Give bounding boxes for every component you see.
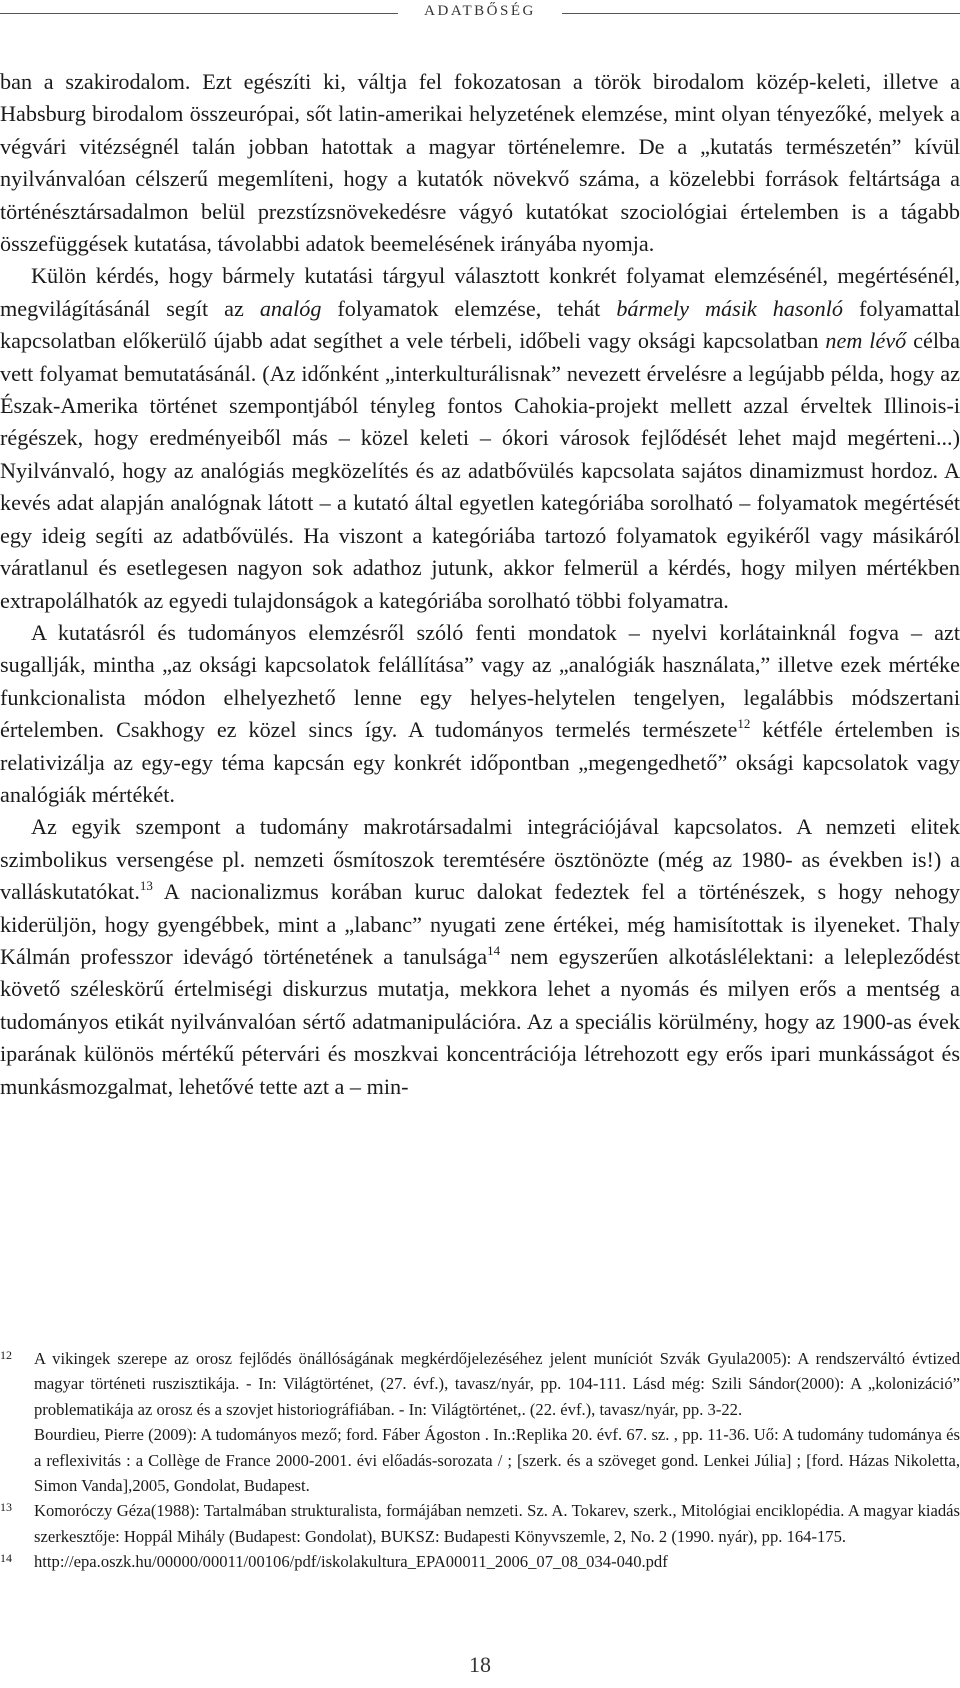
header-rule-left (0, 13, 398, 14)
footnote-text: Komoróczy Géza(1988): Tartalmában strukturalista, formájában nemzeti. Sz. A. Tokarev, szerk., Mitológiai enciklopédia. A magyar kiadás szerkesztője: Hoppál Mihály (Budapest: Gondolat), BUKSZ: Budapesti Könyvszemle, 2, No. 2 (1990. nyár), pp. 164-175. (34, 1501, 960, 1546)
paragraph-4 (0, 811, 960, 1103)
paragraph-2-text-b: folyamatok elemzése, tehát (321, 295, 617, 321)
header-rule-right (562, 13, 960, 14)
paragraph-2-text-a: Külön kérdés, hogy bármely kutatási tárgyul választott konkrét folyamat elemzésénél, megértésénél, megvilágításánál segít az (0, 263, 960, 321)
paragraph-3-text-b: kétféle értelemben is relativizálja az egy-egy téma kapcsán egy konkrét időpontban „megengedhető” oksági kapcsolatok vagy analógiák mértékét. (0, 717, 960, 807)
paragraph-4-text-b: A nacionalizmus korában kuruc dalokat fedeztek fel a történészek, s hogy nehogy kiderüljön, hogy gyengébbek, mint a „labanc” nyugati zene értékei, még hamisítottak is ilyeneket. Thaly Kálmán professzor idevágó történetének a tanulsága (0, 879, 960, 969)
footnote-ref-14[interactable]: 14 (487, 942, 501, 958)
footnote-ref-13[interactable]: 13 (139, 878, 153, 894)
footnote-link[interactable]: http://epa.oszk.hu/00000/00011/00106/pdf/iskolakultura_EPA00011_2006_07_08_034-040.pdf (34, 1552, 668, 1572)
paragraph-2-text-c: folyamattal kapcsolatban előkerülő újabb adat segíthet a vele térbeli, időbeli vagy oksági kapcsolatban (0, 295, 960, 354)
paragraph-2-emphasis-1: analóg (259, 295, 322, 321)
footnote-number: 14 (0, 1551, 12, 1566)
header-title: ADATBŐSÉG (424, 3, 536, 19)
footnotes (0, 1346, 960, 1575)
footnote-12 (0, 1346, 960, 1498)
paragraph-1-text: ban a szakirodalom. Ezt egészíti ki, váltja fel fokozatosan a török birodalom közép-keleti, illetve a Habsburg birodalom összeurópai, sőt latin-amerikai helyzetének elemzése, mint olyan tényezőké, melyek a végvári vitézségnél talán jobban hatottak a magyar történelemre. De a „kutatás természetén” kívül nyilvánvalóan célszerű megemlíteni, hogy a kutatók növekvő száma, a közelebbi források feltártsága a történésztársadalmon belül prezstízsnövekedésre vágyó kutatókat szociológiai értelemben is a tágabb összefüggések kutatása, távolabbi adatok beemelésének irányába nyomja. (0, 69, 960, 257)
running-header (0, 0, 960, 28)
footnote-text: A vikingek szerepe az orosz fejlődés önállóságának megkérdőjelezéséhez jelent muníciót Szvák Gyula2005): A rendszerváltó évtized magyar történeti ruszisztikája. - In: Világtörténet, (27. évf.), tavasz/nyár, pp. 104-111. Lásd még: Szili Sándor(2000): A „kolonizáció” problematikája az orosz és a szovjet historiográfiában. - In: Világtörténet,. (22. évf.), tavasz/nyár, pp. 3-22. (34, 1349, 960, 1419)
footnote-14 (0, 1549, 960, 1574)
paragraph-3-text-a: A kutatásról és tudományos elemzésről szóló fenti mondatok – nyelvi korlátainknál fogva – azt sugallják, mintha „az oksági kapcsolatok felállítása” vagy az „analógiák használata,” illetve ezek mértéke funkcionalista módon elhelyezhető lenne egy helyes-helytelen tengelyen, legalábbis módszertani értelemben. Csakhogy ez közel sincs így. A tudományos termelés természete (0, 619, 960, 743)
page-number: 18 (469, 1652, 491, 1677)
footnote-13 (0, 1498, 960, 1549)
paragraph-2-emphasis-2: bármely másik hasonló (616, 295, 843, 321)
main-text (0, 66, 960, 1103)
paragraph-2 (0, 260, 960, 616)
paragraph-4-text-c: nem egyszerűen alkotáslélektani: a lelepleződést követő széleskörű értelmiségi diskurzus mutatja, mekkora lehet a nyomás és milyen erős a mentség a tudományos etikát nyilvánvalóan sértő adatmanipulációra. Az a speciális körülmény, hogy az 1900-as évek iparának különös mértékű pétervári és moszkvai koncentrációja létrehozott egy erős ipari munkásságot és munkásmozgalmat, lehetővé tette azt a – min- (0, 943, 960, 1099)
paragraph-2-text-d: célba vett folyamat bemutatásánál. (Az időnként „interkulturálisnak” nevezett érvelésre a legújabb példa, hogy az Észak-Amerika történet szempontjából tényleg fontos Cahokia-projekt mellett azzal érveltek Illinois-i régészek, hogy eredményeiből más – közel keleti – ókori városok fejlődését lehet majd megérteni...) Nyilvánvaló, hogy az analógiás megközelítés és az adatbővülés kapcsolata sajátos dinamizmust hordoz. A kevés adat alapján analógnak látott – a kutató által egyetlen kategóriába sorolható – folyamatok megértését egy ideig segíti az adatbővülés. Ha viszont a kategóriába tartozó folyamatok egyikéről vagy másikáról váratlanul és esetlegesen nagyon sok adathoz jutunk, akkor felmerül a kérdés, hogy milyen mértékben extrapolálhatók az egyedi tulajdonságok a kategóriába sorolható többi folyamatra. (0, 328, 960, 613)
footnote-number: 13 (0, 1500, 12, 1515)
paragraph-4-text-a: Az egyik szempont a tudomány makrotársadalmi integrációjával kapcsolatos. A nemzeti elitek szimbolikus versengése pl. nemzeti ősmítoszok teremtésére ösztönözte (még az 1980- as években is!) a valláskutatókat. (0, 814, 960, 905)
paragraph-3 (0, 617, 960, 811)
paragraph-1 (0, 66, 960, 260)
footnote-text: Bourdieu, Pierre (2009): A tudományos mező; ford. Fáber Ágoston . In.:Replika 20. évf. 67. sz. , pp. 11-36. Uő: A tudomány tudománya és a reflexivitás : a Collège de France 2000-2001. évi előadás-sorozata / ; [szerk. és a szöveget gond. Lenkei Júlia] ; [ford. Házas Nikoletta, Simon Vanda],2005, Gondolat, Budapest. (34, 1425, 960, 1496)
footnote-ref-12[interactable]: 12 (737, 716, 751, 732)
footnote-number: 12 (0, 1348, 12, 1362)
paragraph-2-emphasis-3: nem lévő (825, 328, 907, 354)
